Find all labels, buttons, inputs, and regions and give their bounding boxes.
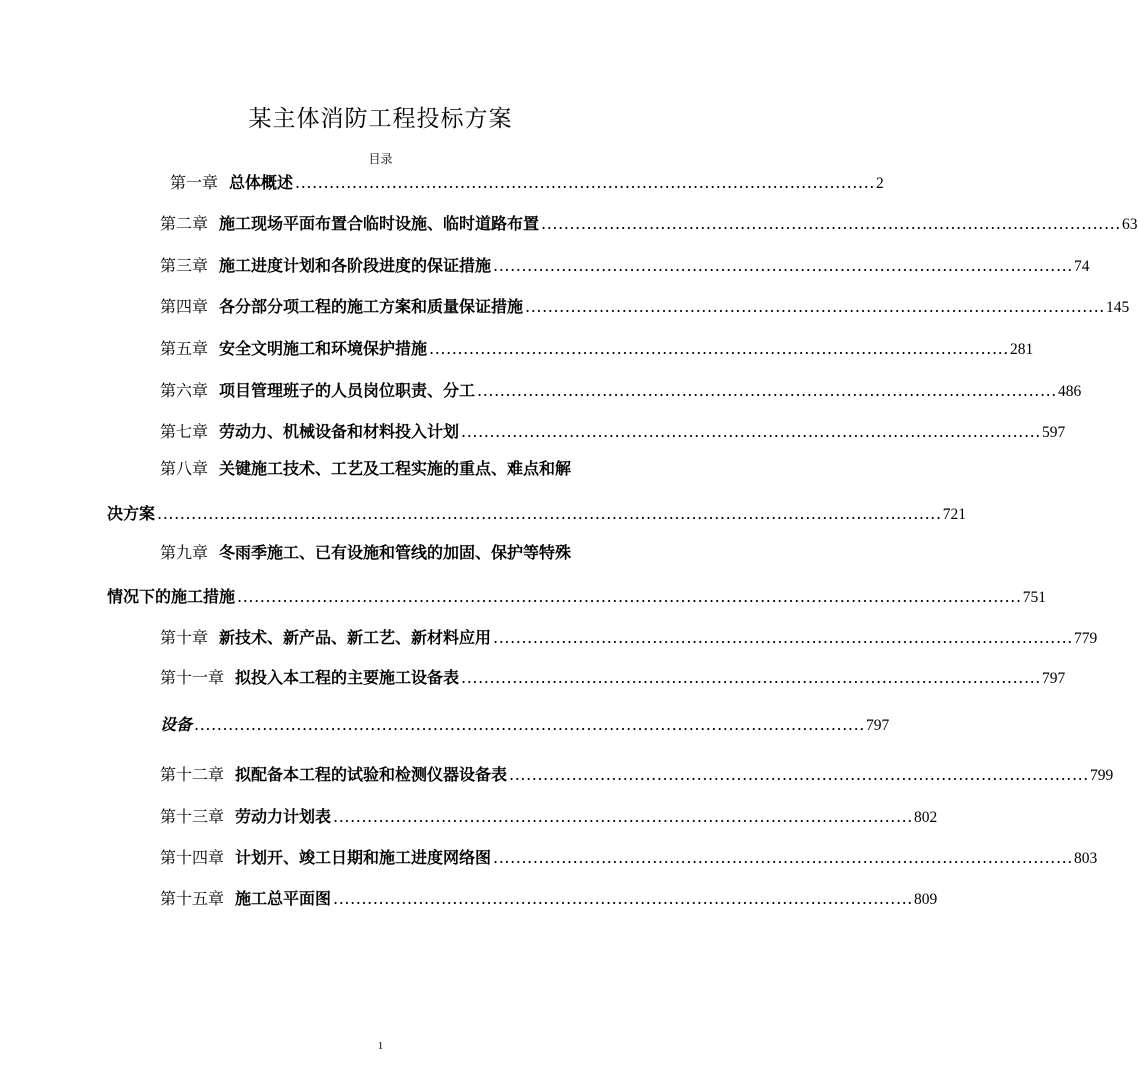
toc-entry-11[interactable]: [160, 667, 1066, 689]
toc-page-number: 799: [1090, 767, 1114, 784]
toc-title: 劳动力、机械设备和材料投入计划: [219, 422, 460, 441]
toc-title: 各分部分项工程的施工方案和质量保证措施: [219, 297, 524, 316]
toc-entry-equipment[interactable]: [160, 714, 890, 736]
toc-page-number: 751: [1022, 589, 1046, 606]
toc-entry-8-line1[interactable]: [160, 458, 653, 480]
toc-page-number: 281: [1010, 341, 1034, 358]
toc-page-number: 721: [942, 506, 966, 523]
toc-chapter-label: 第二章: [160, 214, 209, 233]
toc-chapter-label: 第十三章: [160, 807, 225, 826]
toc-page-number: 63: [1122, 216, 1138, 233]
toc-entry-9-line2[interactable]: [107, 586, 1046, 608]
toc-entry-14[interactable]: [160, 847, 1098, 869]
toc-title: 计划开、竣工日期和施工进度网络图: [235, 848, 492, 867]
toc-chapter-label: 第四章: [160, 297, 209, 316]
document-title: 某主体消防工程投标方案: [248, 106, 513, 132]
toc-entry-8-line2[interactable]: [107, 503, 966, 525]
toc-chapter-label: 第十五章: [160, 889, 225, 908]
toc-page-number: 797: [1042, 670, 1066, 687]
dot-leader: ......................................................................................................: [525, 297, 1105, 316]
toc-title-continued: 决方案: [107, 504, 156, 523]
toc-entry-3[interactable]: [160, 255, 1090, 277]
toc-entry-4[interactable]: [160, 296, 1130, 318]
toc-title: 冬雨季施工、已有设施和管线的加固、保护等特殊: [219, 543, 572, 562]
toc-title: 施工进度计划和各阶段进度的保证措施: [219, 256, 492, 275]
toc-title: 施工总平面图: [235, 889, 332, 908]
toc-page-number: 74: [1074, 258, 1090, 275]
toc-title: 关键施工技术、工艺及工程实施的重点、难点和解: [219, 459, 572, 478]
dot-leader: ......................................................................................................: [461, 422, 1041, 441]
toc-page-number: 779: [1074, 630, 1098, 647]
toc-title: 项目管理班子的人员岗位职责、分工: [219, 381, 476, 400]
toc-chapter-label: 第十四章: [160, 848, 225, 867]
toc-entry-5[interactable]: [160, 338, 1034, 360]
toc-chapter-label: 第八章: [160, 459, 209, 478]
toc-page-number: 2: [876, 175, 884, 192]
dot-leader: ......................................................................................................: [295, 173, 875, 192]
toc-page-number: 809: [914, 891, 938, 908]
toc-entry-10[interactable]: [160, 627, 1098, 649]
toc-entry-2[interactable]: [160, 213, 1138, 235]
page-number: 1: [377, 1040, 384, 1052]
dot-leader: ......................................................................................................: [493, 848, 1073, 867]
dot-leader: ..........................................................................................................................................: [237, 587, 1022, 606]
toc-chapter-label: 第六章: [160, 381, 209, 400]
toc-entry-9-line1[interactable]: [160, 542, 653, 564]
dot-leader: ......................................................................................................: [541, 214, 1121, 233]
toc-page-number: 802: [914, 809, 938, 826]
toc-page-number: 597: [1042, 424, 1066, 441]
toc-title: 总体概述: [229, 173, 294, 192]
toc-title: 设备: [160, 715, 193, 734]
dot-leader: ......................................................................................................: [333, 807, 913, 826]
dot-leader: ......................................................................................................: [509, 765, 1089, 784]
dot-leader: ......................................................................................................: [429, 339, 1009, 358]
toc-entry-6[interactable]: [160, 380, 1082, 402]
dot-leader: ......................................................................................................................: [194, 715, 865, 734]
dot-leader: ..........................................................................................................................................: [157, 504, 942, 523]
toc-chapter-label: 第一章: [170, 173, 219, 192]
toc-title: 拟投入本工程的主要施工设备表: [235, 668, 460, 687]
toc-title: 新技术、新产品、新工艺、新材料应用: [219, 628, 492, 647]
toc-entry-13[interactable]: [160, 806, 938, 828]
toc-page-number: 803: [1074, 850, 1098, 867]
toc-chapter-label: 第五章: [160, 339, 209, 358]
toc-entry-1[interactable]: [170, 172, 884, 194]
toc-entry-7[interactable]: [160, 421, 1066, 443]
dot-leader: ......................................................................................................: [333, 889, 913, 908]
toc-chapter-label: 第十二章: [160, 765, 225, 784]
toc-page-number: 486: [1058, 383, 1082, 400]
dot-leader: ......................................................................................................: [461, 668, 1041, 687]
toc-title: 劳动力计划表: [235, 807, 332, 826]
toc-entry-15[interactable]: [160, 888, 938, 910]
dot-leader: ......................................................................................................: [477, 381, 1057, 400]
dot-leader: ......................................................................................................: [493, 256, 1073, 275]
toc-title: 施工现场平面布置合临时设施、临时道路布置: [219, 214, 540, 233]
toc-chapter-label: 第十章: [160, 628, 209, 647]
toc-heading: 目录: [368, 152, 393, 166]
toc-title: 安全文明施工和环境保护措施: [219, 339, 428, 358]
toc-chapter-label: 第十一章: [160, 668, 225, 687]
toc-title: 拟配备本工程的试验和检测仪器设备表: [235, 765, 508, 784]
toc-entry-12[interactable]: [160, 764, 1114, 786]
toc-page-number: 797: [865, 717, 890, 734]
toc-title-continued: 情况下的施工措施: [107, 587, 236, 606]
toc-chapter-label: 第九章: [160, 543, 209, 562]
toc-chapter-label: 第三章: [160, 256, 209, 275]
dot-leader: ......................................................................................................: [493, 628, 1073, 647]
toc-chapter-label: 第七章: [160, 422, 209, 441]
toc-page-number: 145: [1106, 299, 1130, 316]
